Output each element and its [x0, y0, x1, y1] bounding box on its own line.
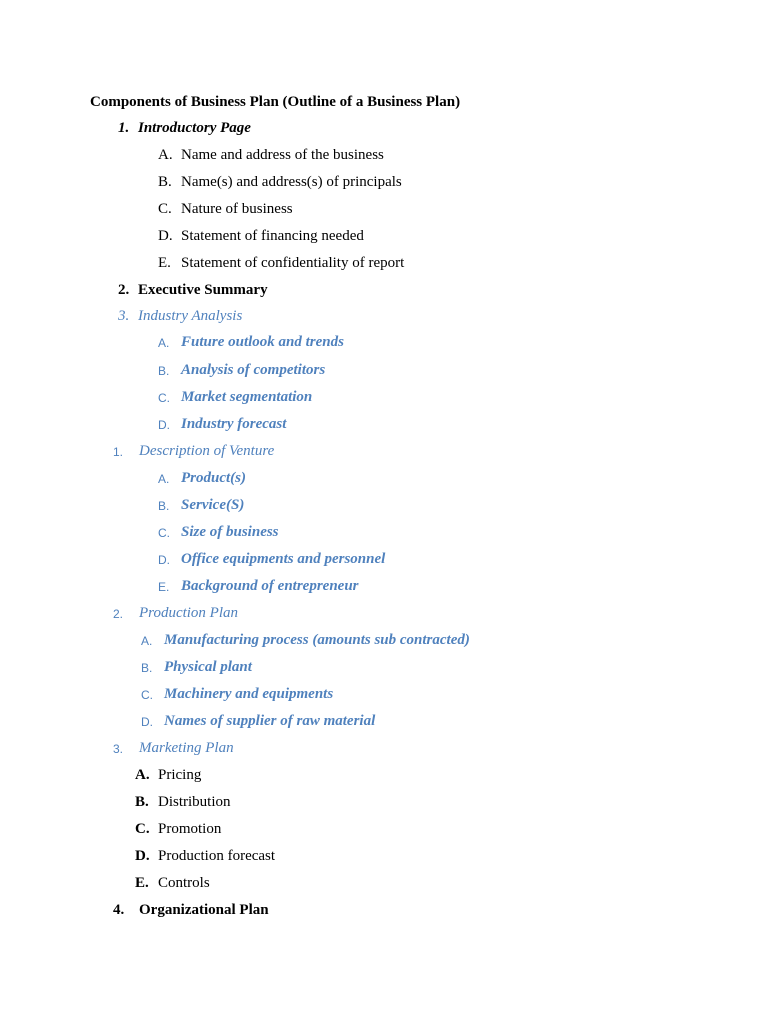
item-text: Pricing: [158, 767, 202, 783]
item-text: Statement of confidentiality of report: [181, 255, 405, 271]
item-letter: A.: [158, 336, 170, 350]
section-number: 4.: [113, 902, 125, 918]
section-number: 1.: [113, 445, 124, 459]
item-letter: E.: [158, 255, 171, 271]
item-text: Industry forecast: [181, 416, 287, 432]
item-text: Office equipments and personnel: [181, 551, 386, 567]
item-text: Background of entrepreneur: [181, 578, 359, 594]
item-text: Name and address of the business: [181, 147, 384, 163]
item-text: Product(s): [181, 470, 246, 486]
section-number: 2.: [113, 607, 124, 621]
item-letter: D.: [158, 553, 170, 567]
item-letter: D.: [158, 228, 173, 244]
item-letter: C.: [158, 391, 170, 405]
item-letter: B.: [141, 661, 153, 675]
item-text: Controls: [158, 875, 210, 891]
item-letter: D.: [141, 715, 153, 729]
item-text: Machinery and equipments: [164, 686, 334, 702]
section-label: Executive Summary: [138, 282, 268, 298]
section-number: 3.: [118, 308, 130, 324]
section-label: Organizational Plan: [139, 902, 269, 918]
item-letter: C.: [158, 201, 172, 217]
item-letter: A.: [141, 634, 153, 648]
item-text: Size of business: [181, 524, 279, 540]
section-label: Description of Venture: [139, 443, 275, 459]
item-text: Nature of business: [181, 201, 293, 217]
section-number: 1.: [118, 120, 130, 136]
document-title: Components of Business Plan (Outline of a Business Plan): [90, 94, 461, 110]
item-text: Production forecast: [158, 848, 276, 864]
item-letter: E.: [135, 875, 149, 891]
item-letter: A.: [158, 147, 173, 163]
item-letter: C.: [135, 821, 150, 837]
item-text: Physical plant: [164, 659, 252, 675]
item-letter: B.: [158, 364, 170, 378]
item-letter: D.: [135, 848, 150, 864]
section-label: Introductory Page: [138, 120, 251, 136]
item-text: Distribution: [158, 794, 231, 810]
item-letter: A.: [158, 472, 170, 486]
item-text: Promotion: [158, 821, 222, 837]
item-text: Name(s) and address(s) of principals: [181, 174, 402, 190]
item-text: Analysis of competitors: [181, 362, 326, 378]
section-label: Industry Analysis: [138, 308, 243, 324]
item-letter: B.: [158, 174, 172, 190]
item-letter: B.: [158, 499, 170, 513]
item-letter: D.: [158, 418, 170, 432]
section-number: 2.: [118, 282, 130, 298]
item-text: Future outlook and trends: [181, 334, 344, 350]
section-label: Marketing Plan: [139, 740, 234, 756]
section-number: 3.: [113, 742, 124, 756]
item-text: Manufacturing process (amounts sub contracted): [164, 632, 470, 648]
item-letter: C.: [158, 526, 170, 540]
item-letter: A.: [135, 767, 150, 783]
section-label: Production Plan: [139, 605, 239, 621]
item-letter: C.: [141, 688, 153, 702]
item-text: Names of supplier of raw material: [164, 713, 376, 729]
item-text: Statement of financing needed: [181, 228, 364, 244]
item-text: Service(S): [181, 497, 245, 513]
item-letter: B.: [135, 794, 149, 810]
item-text: Market segmentation: [181, 389, 313, 405]
item-letter: E.: [158, 580, 170, 594]
